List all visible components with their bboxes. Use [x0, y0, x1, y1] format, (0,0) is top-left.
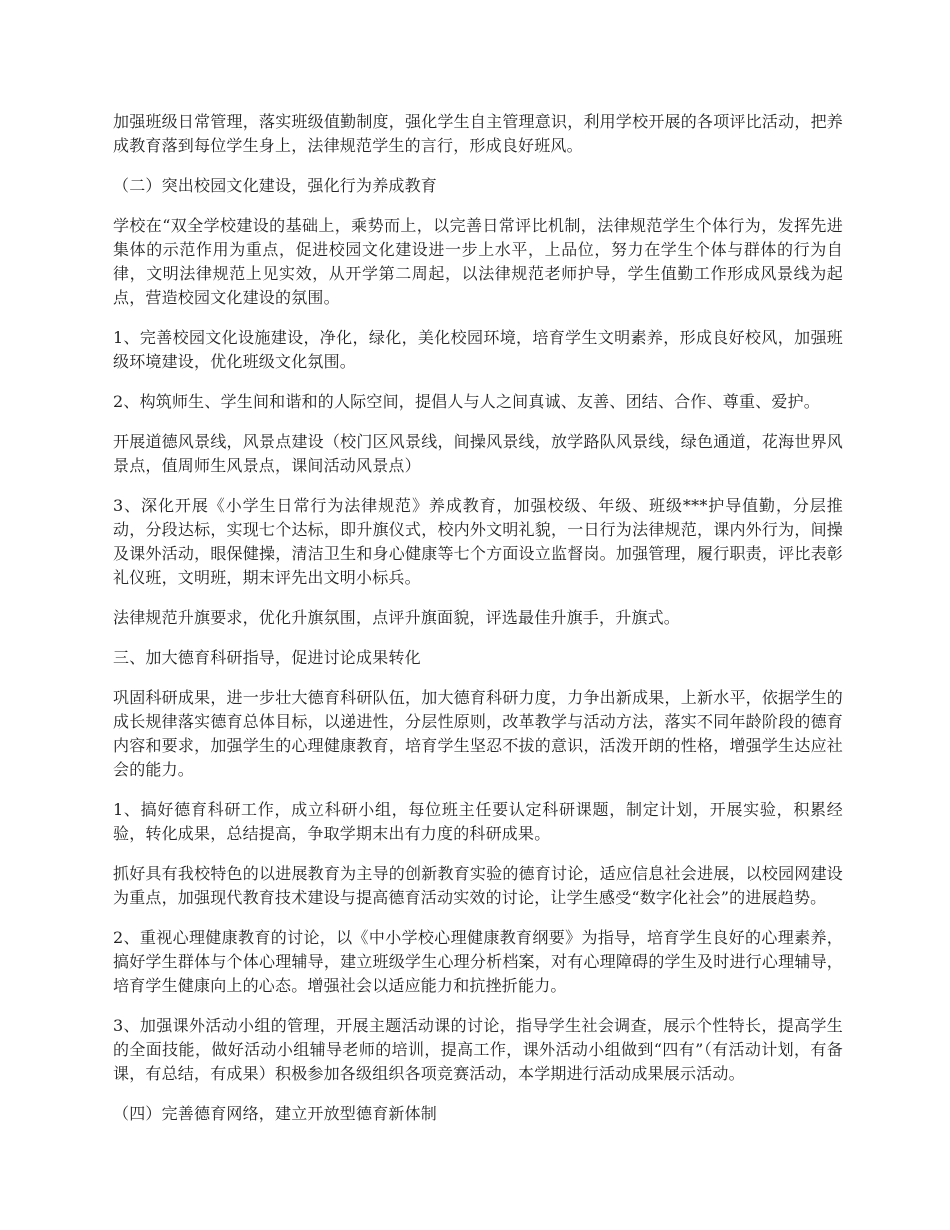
section-heading-moral-network: （四）完善德育网络，建立开放型德育新体制	[113, 1104, 438, 1123]
document-body	[113, 110, 843, 1142]
paragraph-scenic-lines: 开展道德风景线，风景点建设（校门区风景线，间操风景线，放学路队风景线，绿色通道，花海世界风景点，值周师生风景点，课间活动风景点）	[113, 432, 843, 475]
paragraph-item-1-facilities: 1、完善校园文化设施建设，净化，绿化，美化校园环境，培育学生文明素养，形成良好校风，加强班级环境建设，优化班级文化氛围。	[113, 328, 843, 371]
paragraph-school-construction: 学校在“双全学校建设的基础上，乘势而上，以完善日常评比机制，法律规范学生个体行为，发挥先进集体的示范作用为重点，促进校园文化建设进一步上水平，上品位，努力在学生个体与群体的行为自律，文明法律规范上见实效，从开学第二周起，以法律规范老师护导，学生值勤工作形成风景线为起点，营造校园文化建设的氛围。	[113, 216, 843, 307]
section-heading-moral-research: 三、加大德育科研指导，促进讨论成果转化	[113, 648, 421, 667]
paragraph-research-results: 巩固科研成果，进一步壮大德育科研队伍，加大德育科研力度，力争出新成果，上新水平，依据学生的成长规律落实德育总体目标，以递进性，分层性原则，改革教学与活动方法，落实不同年龄阶段的德育内容和要求，加强学生的心理健康教育，培育学生坚忍不拔的意识，活泼开朗的性格，增强学生达应社会的能力。	[113, 688, 843, 779]
paragraph-innovation-education: 抓好具有我校特色的以进展教育为主导的创新教育实验的德育讨论，适应信息社会进展，以校园网建设为重点，加强现代教育技术建设与提高德育活动实效的讨论，让学生感受“数字化社会”的进展趋势。	[113, 864, 843, 907]
paragraph-class-management: 加强班级日常管理，落实班级值勤制度，强化学生自主管理意识，利用学校开展的各项评比活动，把养成教育落到每位学生身上，法律规范学生的言行，形成良好班风。	[113, 112, 843, 155]
section-heading-campus-culture: （二）突出校园文化建设，强化行为养成教育	[113, 176, 438, 195]
paragraph-item-1-research-work: 1、搞好德育科研工作，成立科研小组，每位班主任要认定科研课题，制定计划，开展实验，积累经验，转化成果，总结提高，争取学期末出有力度的科研成果。	[113, 800, 843, 843]
paragraph-item-3-behavior: 3、深化开展《小学生日常行为法律规范》养成教育，加强校级、年级、班级***护导值勤，分层推动，分段达标，实现七个达标，即升旗仪式，校内外文明礼貌，一日行为法律规范，课内外行为，间操及课外活动，眼保健操，清洁卫生和身心健康等七个方面设立监督岗。加强管理，履行职责，评比表彰礼仪班，文明班，期末评先出文明小标兵。	[113, 496, 843, 587]
paragraph-flag-raising: 法律规范升旗要求，优化升旗氛围，点评升旗面貌，评选最佳升旗手，升旗式。	[113, 608, 681, 627]
paragraph-item-3-extracurricular: 3、加强课外活动小组的管理，开展主题活动课的讨论，指导学生社会调查，展示个性特长，提高学生的全面技能，做好活动小组辅导老师的培训，提高工作，课外活动小组做到“四有”（有活动计划，有备课，有总结，有成果）积极参加各级组织各项竞赛活动，本学期进行活动成果展示活动。	[113, 1016, 843, 1083]
paragraph-item-2-relations: 2、构筑师生、学生间和谐和的人际空间，提倡人与人之间真诚、友善、团结、合作、尊重、爱护。	[113, 392, 820, 411]
paragraph-item-2-mental-health: 2、重视心理健康教育的讨论，以《中小学校心理健康教育纲要》为指导，培育学生良好的心理素养，搞好学生群体与个体心理辅导，建立班级学生心理分析档案，对有心理障碍的学生及时进行心理辅导，培育学生健康向上的心态。增强社会以适应能力和抗挫折能力。	[113, 928, 843, 995]
